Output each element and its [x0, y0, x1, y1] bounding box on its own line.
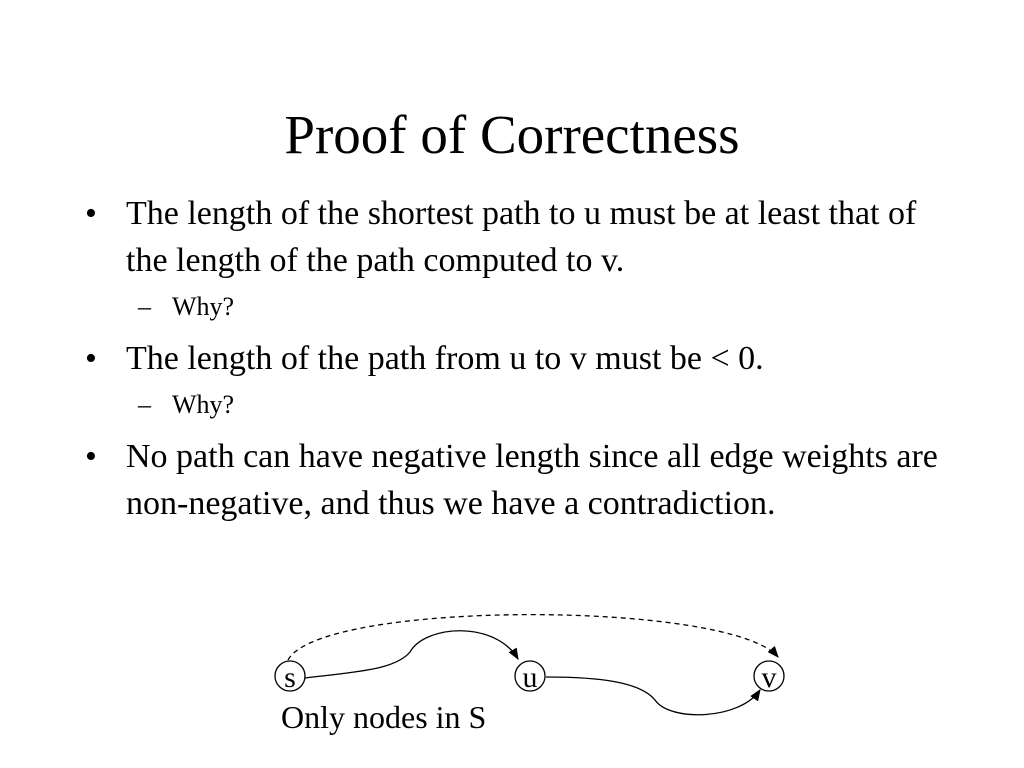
bullet-marker: •	[85, 438, 97, 475]
sub-bullet-marker: –	[138, 292, 151, 321]
path-diagram	[0, 600, 1024, 768]
node-s	[275, 661, 305, 694]
edge-u-to-v	[546, 677, 760, 715]
sub-bullet-item	[82, 387, 962, 423]
bullet-item	[82, 433, 962, 527]
diagram-caption: Only nodes in S	[281, 699, 487, 735]
node-s-label: s	[284, 661, 296, 694]
sub-bullet-marker: –	[138, 390, 151, 419]
sub-bullet-text: Why?	[172, 390, 235, 419]
dashed-edge-s-to-v	[288, 615, 778, 660]
bullet-text: The length of the path from u to v must be < 0.	[126, 340, 764, 377]
sub-bullet-item	[82, 289, 962, 325]
bullet-marker: •	[85, 340, 97, 377]
node-u	[515, 661, 545, 694]
bullet-list	[82, 190, 962, 527]
edge-s-to-u	[305, 631, 518, 678]
slide-title: Proof of Correctness	[284, 104, 740, 165]
bullet-text: No path can have negative length since all edge weights are non-negative, and thus we have a contradiction.	[126, 438, 938, 522]
bullet-text: The length of the shortest path to u must be at least that of the length of the path computed to v.	[126, 195, 917, 279]
bullet-marker: •	[85, 195, 97, 232]
bullet-item	[82, 190, 962, 284]
node-u-label: u	[522, 661, 538, 694]
sub-bullet-text: Why?	[172, 292, 235, 321]
node-v-label: v	[761, 661, 777, 694]
bullet-item	[82, 335, 962, 382]
node-v	[754, 661, 784, 694]
